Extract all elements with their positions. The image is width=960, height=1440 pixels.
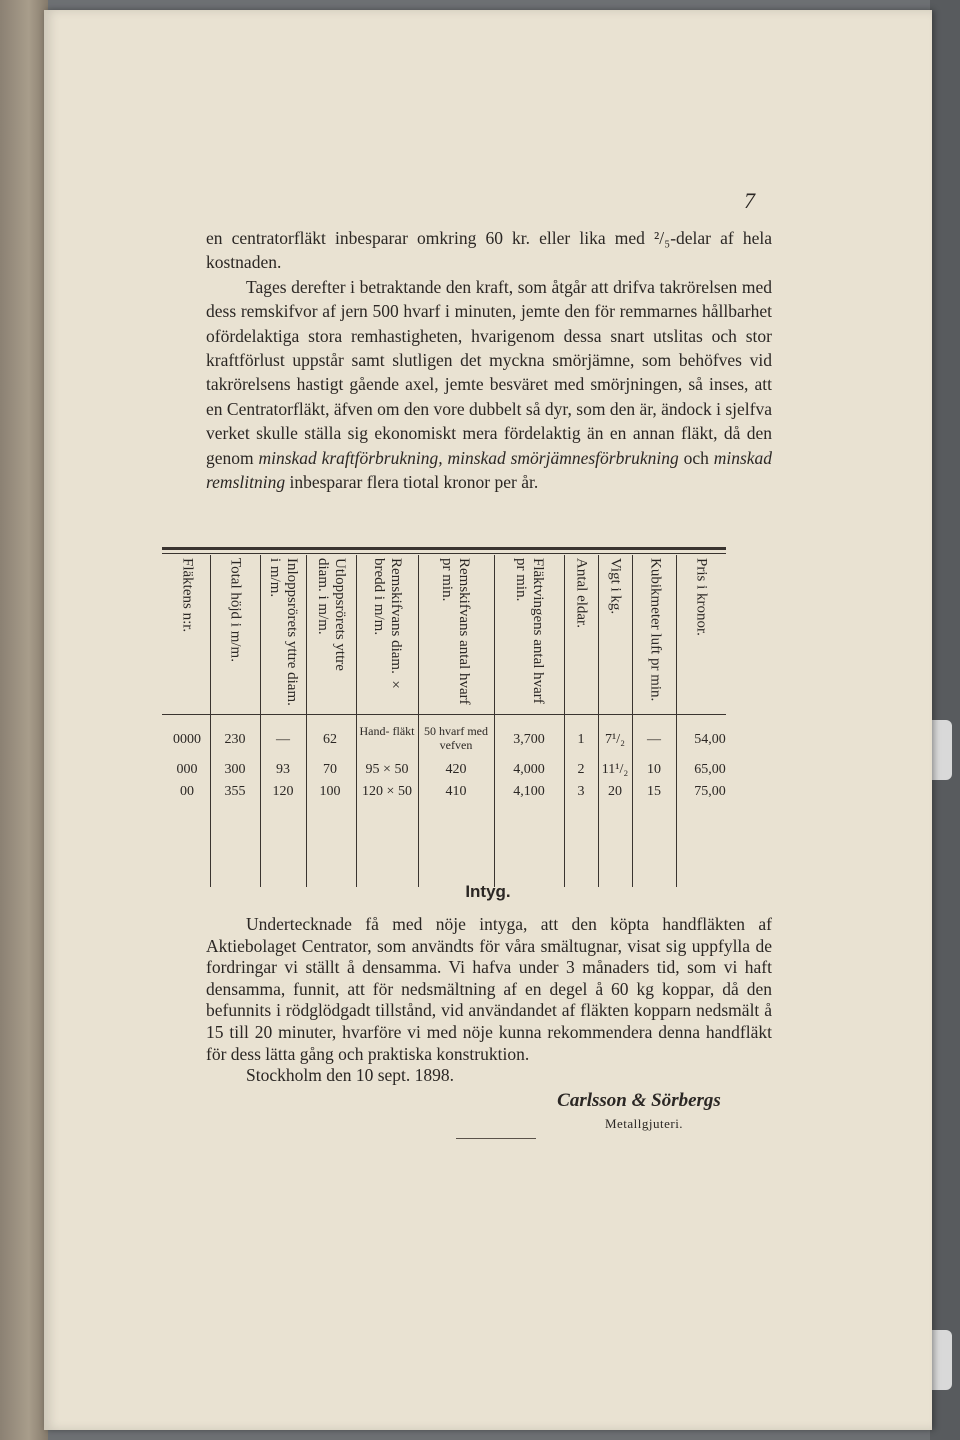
table-cell: 420 — [445, 762, 467, 777]
table-cell: 120 × 50 — [362, 784, 412, 799]
table-cell: 95 × 50 — [365, 762, 409, 777]
body-text — [206, 226, 772, 494]
column-header-label: Vigt i kg. — [607, 558, 624, 615]
column-header-label: Kubikmeter luft pr min. — [647, 558, 664, 702]
table-cell: — — [276, 732, 290, 747]
column-header-label: Fläktens n:r. — [179, 558, 196, 633]
table-cell: 2 — [577, 762, 585, 777]
book-page — [44, 10, 932, 1430]
column-header-label: Antal eldar. — [573, 558, 590, 628]
signature: Carlsson & Sörbergs — [557, 1090, 721, 1111]
column-divider — [356, 555, 357, 887]
table-cell: 20 — [608, 784, 622, 799]
emphasis-text: minskad smörjämnesförbrukning — [447, 447, 679, 468]
table-cell: 3 — [577, 784, 585, 799]
table-cell: 355 — [224, 784, 246, 799]
conjunction-text: och — [683, 447, 709, 468]
table-cell: 65,00 — [694, 762, 726, 777]
table-cell: 3,700 — [513, 732, 545, 747]
column-header-label: Fläktvingens antal hvarf pr min. — [513, 558, 546, 704]
table-cell: 410 — [445, 784, 467, 799]
column-header-label: Pris i kronor. — [693, 558, 710, 636]
column-header — [630, 558, 680, 710]
table-cell: 70 — [323, 762, 337, 777]
column-header — [258, 558, 308, 710]
certificate-heading: Intyg. — [465, 882, 511, 901]
column-divider — [418, 555, 419, 887]
paragraph-1: en centratorfläkt inbesparar omkring 60 kr. eller lika med ²/₅-delar af hela kostnaden. — [206, 228, 772, 273]
table-cell: 75,00 — [694, 784, 726, 799]
column-header — [362, 558, 412, 710]
signature-subtitle: Metallgjuteri. — [604, 1116, 684, 1131]
table-cell: 93 — [276, 762, 290, 777]
certificate-text — [206, 914, 772, 1087]
table-cell: 1 — [577, 732, 585, 747]
paragraph-2-end: inbesparar flera tiotal kronor per år. — [289, 472, 539, 493]
table-cell: 100 — [319, 784, 341, 799]
table-cell: 4,000 — [513, 762, 545, 777]
page-number: 7 — [744, 188, 755, 213]
table-top-rule — [162, 547, 726, 550]
paragraph-2-text: Tages derefter i betraktande den kraft, som åtgår att drifva takrörelsen med dess remskifvor af jern 500 hvarf i minuten, jemte den för remmarnes hållbarhet ofördelaktiga stora remhastigheten, hvarigenom dessa snart utslitas och stor kraftförlust uppstår samt slutligen det myckna smörjämne, som behöfves vid takrörelsens hastigt gående axel, jemte besväret med smörjningen, så inses, att en Centratorfläkt, äfven om den vore dubbelt så dyr, som den är, ändock i sjelfva verket skulle ställa sig ekonomiskt mera fördelaktig än en annan fläkt, då den genom — [206, 276, 772, 468]
table-cell: 62 — [323, 732, 337, 747]
emphasis-text: minskad remslitning — [206, 447, 773, 493]
column-header-label: Remskifvans diam. × bredd i m/m. — [371, 558, 404, 694]
column-header — [430, 558, 480, 710]
table-cell: 000 — [176, 762, 198, 777]
table-top-rule — [162, 553, 726, 554]
table-cell: 54,00 — [694, 732, 726, 747]
column-header-label: Inloppsrörets yttre diam. i m/m. — [267, 558, 300, 706]
column-header-label: Total höjd i m/m. — [227, 558, 244, 662]
paragraph-2 — [206, 275, 772, 495]
table-cell: 00 — [180, 784, 194, 799]
table-cell: 10 — [647, 762, 661, 777]
column-header — [504, 558, 554, 710]
closing-rule — [456, 1138, 536, 1139]
table-cell: Hand- fläkt — [359, 724, 415, 738]
column-header-label: Remskifvans antal hvarf pr min. — [439, 558, 472, 705]
table-cell: 50 hvarf med vefven — [424, 724, 488, 752]
column-header — [676, 558, 726, 710]
table-cell: 15 — [647, 784, 661, 799]
place-date: Stockholm den 10 sept. 1898. — [246, 1065, 455, 1086]
column-header — [306, 558, 356, 710]
table-cell: 4,100 — [513, 784, 545, 799]
column-header — [210, 558, 260, 710]
column-divider — [494, 555, 495, 887]
table-cell: 120 — [272, 784, 294, 799]
table-cell: 300 — [224, 762, 246, 777]
table-cell: 230 — [224, 732, 246, 747]
emphasis-text: minskad kraftförbrukning, — [258, 447, 443, 468]
certificate-paragraph: Undertecknade få med nöje intyga, att den köpta handfläkten af Aktiebolaget Centrator, som användts för våra smältugnar, visat sig uppfylla de fordringar vi ställt å densamma. Vi hafva under 3 månaders tid, som vi haft densamma, funnit, att för nedsmältning af en degel å 60 kg koppar, då den befunnits i rödglödgadt tillstånd, vid användandet af fläkten kopparn nedsmält å 15 till 20 minuter, hvarföre vi med nöje kunna rekommendera denna handfläkt för dess lätta gång och praktiska konstruktion. — [206, 914, 772, 1064]
table-cell: 11¹/₂ — [601, 762, 629, 777]
table-cell: — — [647, 732, 661, 747]
column-header — [162, 558, 212, 710]
table-header-rule — [162, 714, 726, 715]
table-cell: 7¹/₂ — [605, 732, 625, 747]
underlying-page-edge — [0, 0, 48, 1440]
table-cell: 0000 — [173, 732, 201, 747]
column-header-label: Utloppsrörets yttre diam. i m/m. — [315, 558, 348, 671]
